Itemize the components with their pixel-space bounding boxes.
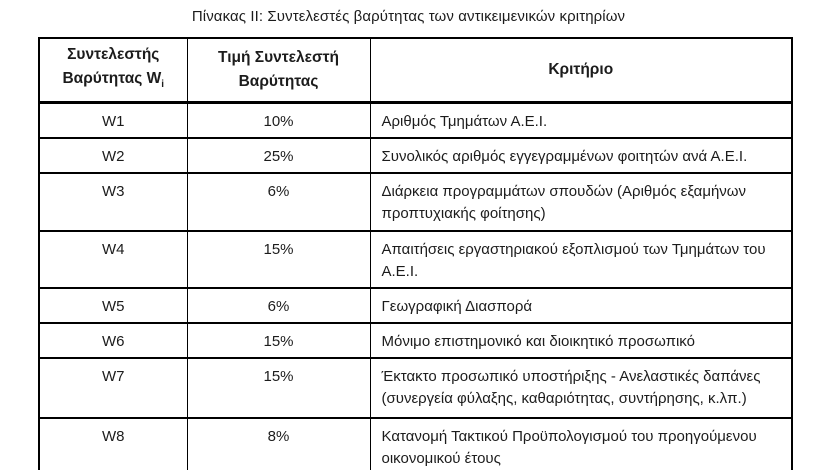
table-row-w8 (39, 418, 792, 470)
header-criterion (370, 38, 792, 103)
weight-value: 25% (187, 138, 370, 173)
weight-value: 10% (187, 103, 370, 139)
header-weight-coefficient (39, 38, 187, 103)
weight-id: W2 (39, 138, 187, 173)
table-row-w1 (39, 103, 792, 139)
criterion-text: Μόνιμο επιστημονικό και διοικητικό προσωπικό (370, 323, 792, 358)
criterion-text: Έκτακτο προσωπικό υποστήριξης - Ανελαστικές δαπάνες (συνεργεία φύλαξης, καθαριότητας, συντήρησης, κ.λπ.) (370, 358, 792, 418)
criterion-text: Συνολικός αριθμός εγγεγραμμένων φοιτητών ανά Α.Ε.Ι. (370, 138, 792, 173)
criterion-text: Απαιτήσεις εργαστηριακού εξοπλισμού των Τμημάτων του Α.Ε.Ι. (370, 231, 792, 288)
header-weight-coefficient-line2: Βαρύτητας W (62, 70, 162, 87)
criterion-text: Γεωγραφική Διασπορά (370, 288, 792, 323)
table-row-w3 (39, 173, 792, 231)
header-row (39, 38, 792, 103)
table-row-w6 (39, 323, 792, 358)
weight-value: 8% (187, 418, 370, 470)
weight-id: W4 (39, 231, 187, 288)
weight-id: W1 (39, 103, 187, 139)
weights-table (38, 37, 793, 470)
weight-value: 15% (187, 231, 370, 288)
table-row-w4 (39, 231, 792, 288)
header-weight-value-line2: Βαρύτητας (238, 73, 319, 91)
criterion-text: Κατανομή Τακτικού Προϋπολογισμού του προηγούμενου οικονομικού έτους (370, 418, 792, 470)
table-row-w7 (39, 358, 792, 418)
weight-id: W8 (39, 418, 187, 470)
header-criterion-label: Κριτήριο (548, 61, 614, 79)
weight-id: W6 (39, 323, 187, 358)
table-caption: Πίνακας II: Συντελεστές βαρύτητας των αντικειμενικών κριτηρίων (191, 8, 626, 25)
weight-value: 6% (187, 173, 370, 231)
weight-value: 6% (187, 288, 370, 323)
table-row-w2 (39, 138, 792, 173)
header-weight-coefficient-line1: Συντελεστής (67, 46, 160, 63)
table-row-w5 (39, 288, 792, 323)
weight-value: 15% (187, 358, 370, 418)
weight-id: W3 (39, 173, 187, 231)
header-weight-value (187, 38, 370, 103)
weight-id: W7 (39, 358, 187, 418)
weight-subscript: i (161, 79, 164, 91)
criterion-text: Αριθμός Τμημάτων Α.Ε.Ι. (370, 103, 792, 139)
header-weight-value-line1: Τιμή Συντελεστή (218, 49, 339, 67)
weight-id: W5 (39, 288, 187, 323)
weight-value: 15% (187, 323, 370, 358)
criterion-text: Διάρκεια προγραμμάτων σπουδών (Αριθμός εξαμήνων προπτυχιακής φοίτησης) (370, 173, 792, 231)
